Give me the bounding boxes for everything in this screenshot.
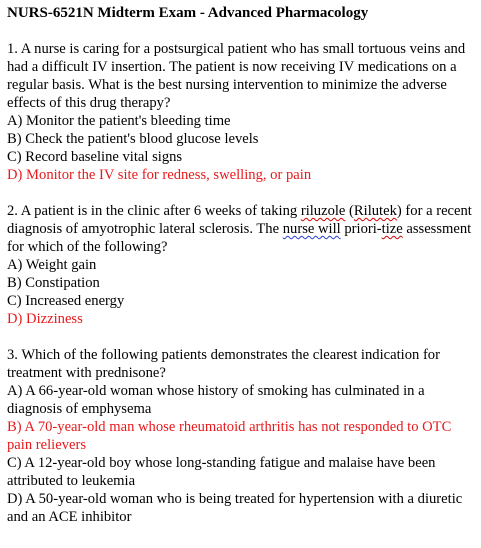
question-2 xyxy=(7,202,475,328)
question-2-option-a: A) Weight gain xyxy=(7,257,97,273)
question-1-option-c: C) Record baseline vital signs xyxy=(7,149,183,165)
document-title: NURS-6521N Midterm Exam - Advanced Pharmacology xyxy=(7,5,369,21)
question-2-stem xyxy=(7,202,475,256)
question-2-stem-text: ( xyxy=(345,203,354,219)
question-1-options xyxy=(7,112,475,184)
question-3-stem: 3. Which of the following patients demonstrates the clearest indication for treatment with prednisone? xyxy=(7,347,440,381)
question-2-flagged-phrase: nurse will xyxy=(282,221,341,237)
question-2-stem-text: 2. A patient is in the clinic after 6 weeks of taking xyxy=(7,203,301,219)
question-1-option-a: A) Monitor the patient's bleeding time xyxy=(7,113,231,129)
question-3-option-a: A) A 66-year-old woman whose history of smoking has culminated in a diagnosis of emphysema xyxy=(7,383,425,417)
question-1-stem: 1. A nurse is caring for a postsurgical patient who has small tortuous veins and had a difficult IV insertion. The patient is now receiving IV medications on a regular basis. What is the best nursing intervention to minimize the adverse effects of this drug therapy? xyxy=(7,41,466,111)
question-2-options xyxy=(7,256,475,328)
question-1-option-d-highlighted: D) Monitor the IV site for redness, swelling, or pain xyxy=(7,167,312,183)
question-2-stem-text: assessment for which of the following? xyxy=(7,221,472,255)
document-page xyxy=(7,4,475,544)
question-3-option-d: D) A 50-year-old woman who is being treated for hypertension with a diuretic and an ACE inhibitor xyxy=(7,491,463,525)
question-1 xyxy=(7,40,475,184)
question-1-option-b: B) Check the patient's blood glucose levels xyxy=(7,131,259,147)
question-3-options xyxy=(7,382,475,526)
question-2-stem-text: priori- xyxy=(340,221,382,237)
question-2-stem-text: ) for a recent diagnosis of amyotrophic lateral sclerosis. The xyxy=(7,203,472,237)
question-2-brand-name: Rilutek xyxy=(353,203,397,219)
question-2-drug-name: riluzole xyxy=(300,203,346,219)
question-2-option-b: B) Constipation xyxy=(7,275,100,291)
question-2-option-d-highlighted: D) Dizziness xyxy=(7,311,83,327)
question-3 xyxy=(7,346,475,526)
question-3-option-b-highlighted: B) A 70-year-old man whose rheumatoid arthritis has not responded to OTC pain relievers xyxy=(7,419,452,453)
question-2-option-c: C) Increased energy xyxy=(7,293,125,309)
question-3-option-c: C) A 12-year-old boy whose long-standing fatigue and malaise have been attributed to leukemia xyxy=(7,455,436,489)
question-2-flagged-word: tize xyxy=(381,221,403,237)
